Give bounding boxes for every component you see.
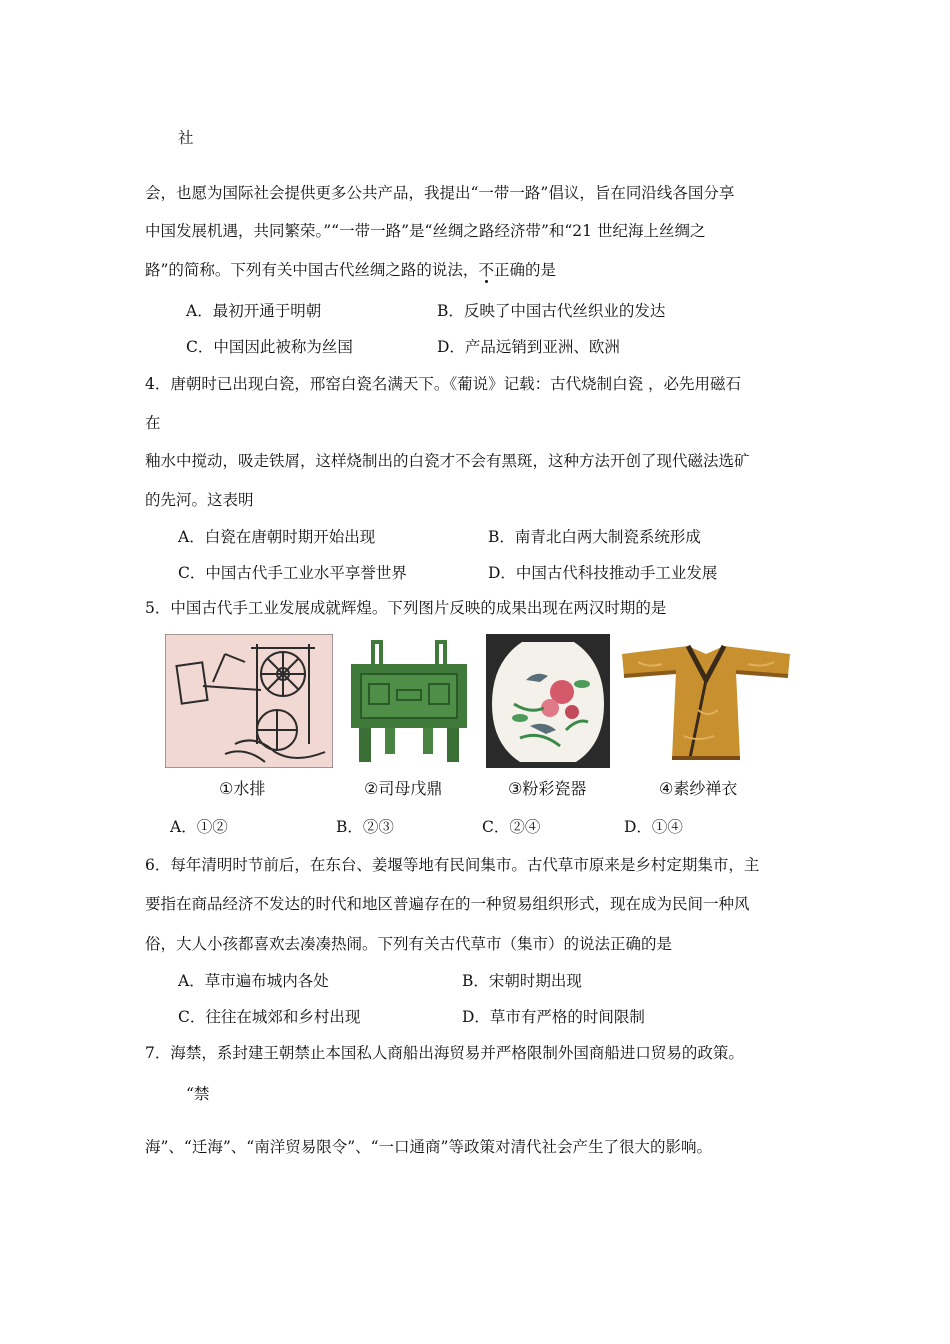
vase-image xyxy=(486,634,610,768)
q4-option-c[interactable]: C．中国古代手工业水平享誉世界 xyxy=(178,564,407,582)
q5-option-a[interactable]: A．①② xyxy=(170,818,228,836)
q7-stem-line2: “禁 xyxy=(186,1085,210,1103)
q6-stem-line3: 俗，大人小孩都喜欢去凑凑热闹。下列有关古代草市（集市）的说法正确的是 xyxy=(145,935,673,953)
q6-option-d[interactable]: D．草市有严格的时间限制 xyxy=(462,1008,645,1026)
caption-vase: ③粉彩瓷器 xyxy=(508,779,587,798)
q3-stem-part: 正确的是 xyxy=(493,261,556,279)
q3-stem-line2: 中国发展机遇，共同繁荣。”“一带一路”是“丝绸之路经济带”和“21 世纪海上丝绸之 xyxy=(145,222,706,240)
q5-stem: 5．中国古代手工业发展成就辉煌。下列图片反映的成果出现在两汉时期的是 xyxy=(145,599,667,617)
q4-stem-line3: 釉水中搅动，吸走铁屑，这样烧制出的白瓷才不会有黑斑，这种方法开创了现代磁法选矿 xyxy=(145,452,750,470)
q7-stem-line3: 海”、“迁海”、“南洋贸易限令”、“一口通商”等政策对清代社会产生了很大的影响。 xyxy=(145,1138,712,1156)
caption-shuipai: ①水排 xyxy=(219,779,266,798)
ding-image xyxy=(345,634,473,768)
q4-stem-line2: 在 xyxy=(145,414,161,432)
caption-ding: ②司母戊鼎 xyxy=(364,779,443,798)
q6-stem-line2: 要指在商品经济不发达的时代和地区普遍存在的一种贸易组织形式，现在成为民间一种风 xyxy=(145,895,750,913)
shuipai-image xyxy=(165,634,333,768)
q7-stem-line1: 7．海禁，系封建王朝禁止本国私人商船出海贸易并严格限制外国商船进口贸易的政策。 xyxy=(145,1044,744,1062)
q3-stem-line1: 会，也愿为国际社会提供更多公共产品，我提出“一带一路”倡议，旨在同沿线各国分享 xyxy=(145,184,735,202)
q4-option-b[interactable]: B．南青北白两大制瓷系统形成 xyxy=(488,528,701,546)
q5-option-c[interactable]: C．②④ xyxy=(482,818,541,836)
q6-option-c[interactable]: C．往往在城郊和乡村出现 xyxy=(178,1008,361,1026)
q6-option-a[interactable]: A．草市遍布城内各处 xyxy=(178,972,329,990)
q6-option-b[interactable]: B．宋朝时期出现 xyxy=(462,972,582,990)
q4-option-d[interactable]: D．中国古代科技推动手工业发展 xyxy=(488,564,718,582)
q3-stem-line3 xyxy=(145,260,556,280)
q3-stem-part: 路”的简称。下列有关中国古代丝绸之路的说法， xyxy=(145,261,479,279)
q6-stem-line1: 6．每年清明时节前后，在东台、姜堰等地有民间集市。古代草市原来是乡村定期集市，主 xyxy=(145,856,760,874)
q3-option-d[interactable]: D．产品远销到亚洲、欧洲 xyxy=(437,338,620,356)
caption-robe: ④素纱禅衣 xyxy=(659,779,738,798)
emphasis-char: 不 xyxy=(478,261,494,279)
q4-option-a[interactable]: A．白瓷在唐朝时期开始出现 xyxy=(178,528,376,546)
q3-option-a[interactable]: A．最初开通于明朝 xyxy=(186,302,322,320)
q4-stem-line4: 的先河。这表明 xyxy=(145,491,254,509)
q3-option-c[interactable]: C．中国因此被称为丝国 xyxy=(186,338,353,356)
robe-image xyxy=(618,640,794,762)
text-fragment: 社 xyxy=(178,129,194,147)
q4-stem-line1: 4．唐朝时已出现白瓷，邢窑白瓷名满天下。《葡说》记载：古代烧制白瓷 ，必先用磁石 xyxy=(145,375,742,393)
q3-option-b[interactable]: B．反映了中国古代丝织业的发达 xyxy=(437,302,666,320)
q5-option-d[interactable]: D．①④ xyxy=(624,818,683,836)
q5-option-b[interactable]: B．②③ xyxy=(336,818,394,836)
